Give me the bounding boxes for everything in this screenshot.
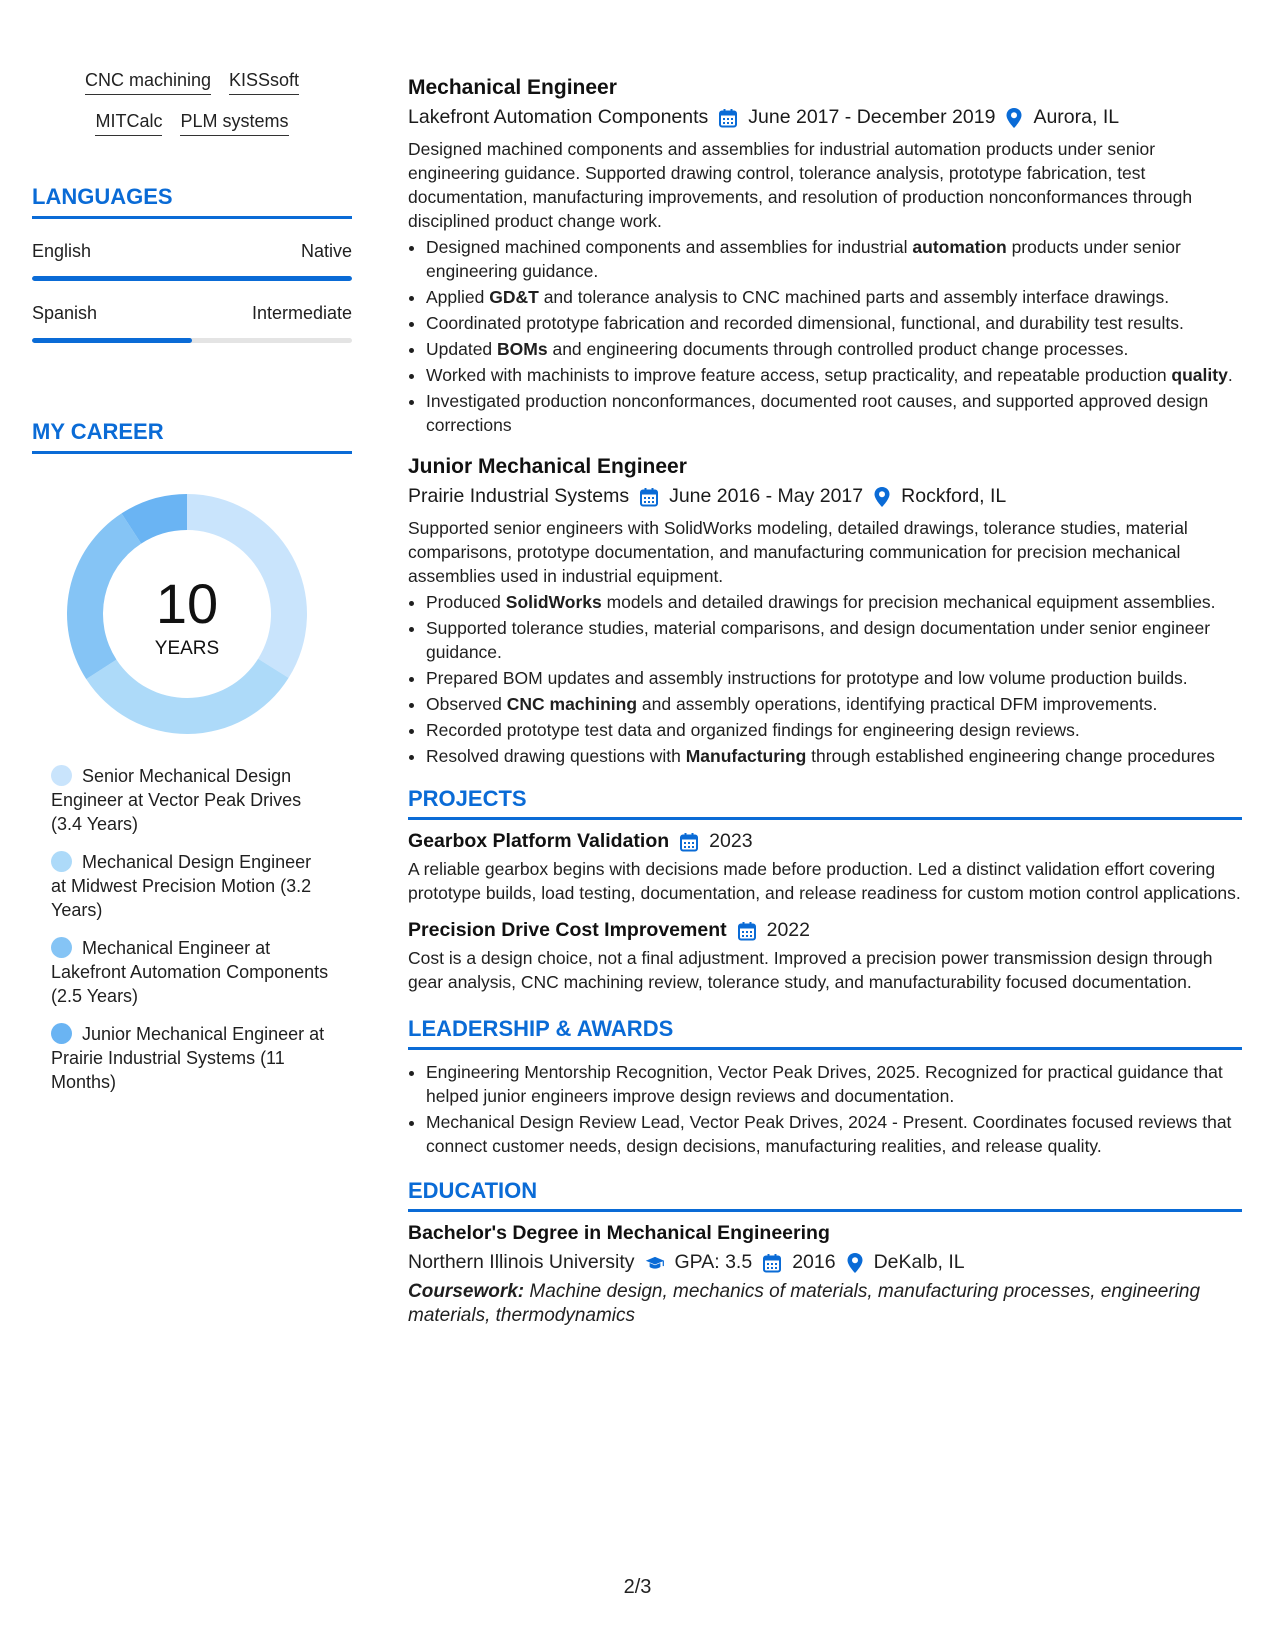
language-item bbox=[32, 241, 352, 281]
career-donut bbox=[67, 494, 307, 734]
job-bullet bbox=[426, 692, 1242, 716]
sidebar bbox=[32, 70, 352, 1108]
legend-dot bbox=[51, 937, 72, 958]
donut-center bbox=[67, 572, 307, 660]
bullet-text: through established engineering change procedures bbox=[806, 746, 1215, 766]
job-bullet bbox=[426, 590, 1242, 614]
legend-label: Junior Mechanical Engineer at Prairie Industrial Systems (11 Months) bbox=[51, 1024, 325, 1092]
bullet-text: and assembly operations, identifying practical DFM improvements. bbox=[637, 694, 1158, 714]
language-bar-fill bbox=[32, 338, 192, 343]
skill-tag: KISSsoft bbox=[229, 70, 299, 95]
skill-row bbox=[32, 70, 352, 95]
career-section bbox=[32, 419, 352, 1094]
bullet-keyword: GD&T bbox=[489, 287, 539, 307]
experience-list bbox=[408, 76, 1242, 768]
skills-list bbox=[32, 70, 352, 136]
job-meta bbox=[408, 106, 1242, 129]
legend-label: Mechanical Engineer at Lakefront Automation Components (2.5 Years) bbox=[51, 938, 329, 1006]
career-legend-item bbox=[51, 1022, 331, 1094]
job-bullet bbox=[426, 744, 1242, 768]
bullet-text: Observed bbox=[426, 694, 507, 714]
awards-list bbox=[408, 1060, 1242, 1158]
job-description: Designed machined components and assemblies for industrial automation products under senior engineering guidance. Supported drawing control, tolerance analysis, prototype fabrication, test documentation, manufacturing improvements, and resolution of production nonconformances through disciplined product change work. bbox=[408, 139, 1193, 231]
skill-tag: CNC machining bbox=[85, 70, 211, 95]
education-heading: EDUCATION bbox=[408, 1178, 1242, 1212]
project-description: Cost is a design choice, not a final adjustment. Improved a precision power transmission design through gear analysis, CNC machining review, tolerance study, and manufacturability focused documentation. bbox=[408, 948, 1213, 992]
job-bullet bbox=[426, 235, 1242, 283]
awards-heading: LEADERSHIP & AWARDS bbox=[408, 1016, 1242, 1050]
language-level: Native bbox=[300, 241, 352, 261]
bullet-keyword: CNC machining bbox=[506, 694, 638, 714]
calendar-icon bbox=[718, 108, 738, 128]
languages-section bbox=[32, 184, 352, 343]
legend-label: Senior Mechanical Design Engineer at Vector Peak Drives (3.4 Years) bbox=[51, 766, 302, 834]
bullet-text: and tolerance analysis to CNC machined parts and assembly interface drawings. bbox=[538, 287, 1170, 307]
bullet-keyword: SolidWorks bbox=[505, 592, 602, 612]
bullet-text: Resolved drawing questions with bbox=[426, 746, 686, 766]
bullet-text: products under senior engineering guidance. bbox=[426, 237, 1181, 281]
education-location: DeKalb, IL bbox=[873, 1251, 965, 1273]
calendar-icon bbox=[639, 487, 659, 507]
page-number: 2/3 bbox=[623, 1576, 652, 1598]
language-level: Intermediate bbox=[251, 303, 352, 323]
job-title: Junior Mechanical Engineer bbox=[408, 455, 687, 478]
bullet-keyword: quality bbox=[1171, 365, 1228, 385]
bullet-text: Prepared BOM updates and assembly instructions for prototype and low volume production builds. bbox=[426, 668, 1188, 688]
career-total-label: YEARS bbox=[154, 638, 220, 659]
career-legend-item bbox=[51, 850, 331, 922]
project-item bbox=[408, 919, 1242, 994]
job-title: Mechanical Engineer bbox=[408, 76, 617, 99]
bullet-text: Updated bbox=[426, 339, 498, 359]
job-bullet bbox=[426, 666, 1242, 690]
project-year: 2022 bbox=[766, 919, 810, 941]
coursework-text: Machine design, mechanics of materials, manufacturing processes, engineering materials, thermodynamics bbox=[408, 1281, 1201, 1326]
skill-row bbox=[32, 111, 352, 136]
project-year: 2023 bbox=[709, 830, 753, 852]
calendar-icon bbox=[679, 832, 699, 852]
language-name: English bbox=[32, 241, 92, 261]
bullet-text: models and detailed drawings for precision mechanical equipment assemblies. bbox=[601, 592, 1216, 612]
job-dates: June 2017 - December 2019 bbox=[748, 106, 996, 128]
project-item bbox=[408, 830, 1242, 905]
legend-dot bbox=[51, 1023, 72, 1044]
job-bullet bbox=[426, 363, 1242, 387]
location-pin-icon bbox=[1005, 107, 1023, 129]
bullet-text: Applied bbox=[426, 287, 490, 307]
language-bar bbox=[32, 276, 352, 281]
legend-dot bbox=[51, 765, 72, 786]
calendar-icon bbox=[737, 921, 757, 941]
job-company: Prairie Industrial Systems bbox=[408, 485, 630, 507]
main-column bbox=[408, 76, 1242, 1328]
bullet-keyword: BOMs bbox=[497, 339, 548, 359]
bullet-keyword: Manufacturing bbox=[685, 746, 807, 766]
job-dates: June 2016 - May 2017 bbox=[669, 485, 864, 507]
bullet-text: Recorded prototype test data and organized findings for engineering design reviews. bbox=[426, 720, 1080, 740]
coursework-label: Coursework: bbox=[408, 1281, 525, 1302]
job-bullets bbox=[408, 590, 1242, 768]
education-gpa: GPA: 3.5 bbox=[674, 1251, 753, 1273]
language-name: Spanish bbox=[32, 303, 98, 323]
bullet-text: Supported tolerance studies, material comparisons, and design documentation under senior engineer guidance. bbox=[426, 618, 1211, 662]
job-location: Rockford, IL bbox=[901, 485, 1007, 507]
education-school: Northern Illinois University bbox=[408, 1251, 635, 1273]
project-title: Precision Drive Cost Improvement bbox=[408, 919, 727, 941]
project-description: A reliable gearbox begins with decisions made before production. Led a distinct validation effort covering prototype builds, load testing, documentation, and release readiness for custom motion control applications. bbox=[408, 859, 1241, 903]
job-meta bbox=[408, 485, 1242, 508]
donut-segment bbox=[86, 659, 288, 734]
project-title: Gearbox Platform Validation bbox=[408, 830, 670, 852]
education-meta bbox=[408, 1251, 1242, 1274]
graduation-cap-icon bbox=[645, 1253, 665, 1273]
location-pin-icon bbox=[873, 486, 891, 508]
bullet-text: Designed machined components and assemblies for industrial bbox=[426, 237, 913, 257]
job-company: Lakefront Automation Components bbox=[408, 106, 709, 128]
bullet-text: Investigated production nonconformances, documented root causes, and supported approved design corrections bbox=[426, 391, 1209, 435]
bullet-text: Worked with machinists to improve feature access, setup practicality, and repeatable production bbox=[426, 365, 1172, 385]
bullet-text: . bbox=[1227, 365, 1233, 385]
job-bullets bbox=[408, 235, 1242, 437]
projects-heading: PROJECTS bbox=[408, 786, 1242, 820]
legend-dot bbox=[51, 851, 72, 872]
career-legend-item bbox=[51, 764, 331, 836]
location-pin-icon bbox=[846, 1252, 864, 1274]
calendar-icon bbox=[762, 1253, 782, 1273]
job-bullet bbox=[426, 616, 1242, 664]
bullet-keyword: automation bbox=[912, 237, 1007, 257]
language-item bbox=[32, 303, 352, 343]
job-bullet bbox=[426, 718, 1242, 742]
job-bullet bbox=[426, 389, 1242, 437]
job-bullet bbox=[426, 311, 1242, 335]
career-legend bbox=[32, 764, 352, 1094]
legend-label: Mechanical Design Engineer at Midwest Precision Motion (3.2 Years) bbox=[51, 852, 312, 920]
language-bar-fill bbox=[32, 276, 352, 281]
education-coursework bbox=[408, 1280, 1242, 1328]
award-item: • Mechanical Design Review Lead, Vector Peak Drives, 2024 - Present. Coordinates focused reviews that connect customer needs, design decisions, manufacturing realities, and release quality. bbox=[426, 1110, 1242, 1158]
education-year: 2016 bbox=[792, 1251, 836, 1273]
job-entry bbox=[408, 76, 1242, 437]
bullet-text: Coordinated prototype fabrication and recorded dimensional, functional, and durability test results. bbox=[426, 313, 1184, 333]
education-degree: Bachelor's Degree in Mechanical Engineering bbox=[408, 1222, 830, 1244]
career-legend-item bbox=[51, 936, 331, 1008]
bullet-text: Produced bbox=[426, 592, 506, 612]
language-bar bbox=[32, 338, 352, 343]
languages-heading: LANGUAGES bbox=[32, 184, 352, 219]
skill-tag: MITCalc bbox=[95, 111, 162, 136]
job-entry bbox=[408, 455, 1242, 768]
skill-tag: PLM systems bbox=[180, 111, 288, 136]
job-location: Aurora, IL bbox=[1033, 106, 1120, 128]
career-heading: MY CAREER bbox=[32, 419, 352, 454]
job-bullet bbox=[426, 285, 1242, 309]
award-item: • Engineering Mentorship Recognition, Vector Peak Drives, 2025. Recognized for practical guidance that helped junior engineers improve design reviews and documentation. bbox=[426, 1060, 1242, 1108]
job-description: Supported senior engineers with SolidWorks modeling, detailed drawings, tolerance studies, material comparisons, prototype documentation, and manufacturing communication for precision mechanical assemblies used in industrial equipment. bbox=[408, 518, 1188, 586]
job-bullet bbox=[426, 337, 1242, 361]
bullet-text: and engineering documents through controlled product change processes. bbox=[547, 339, 1129, 359]
career-total-years: 10 bbox=[155, 572, 219, 635]
